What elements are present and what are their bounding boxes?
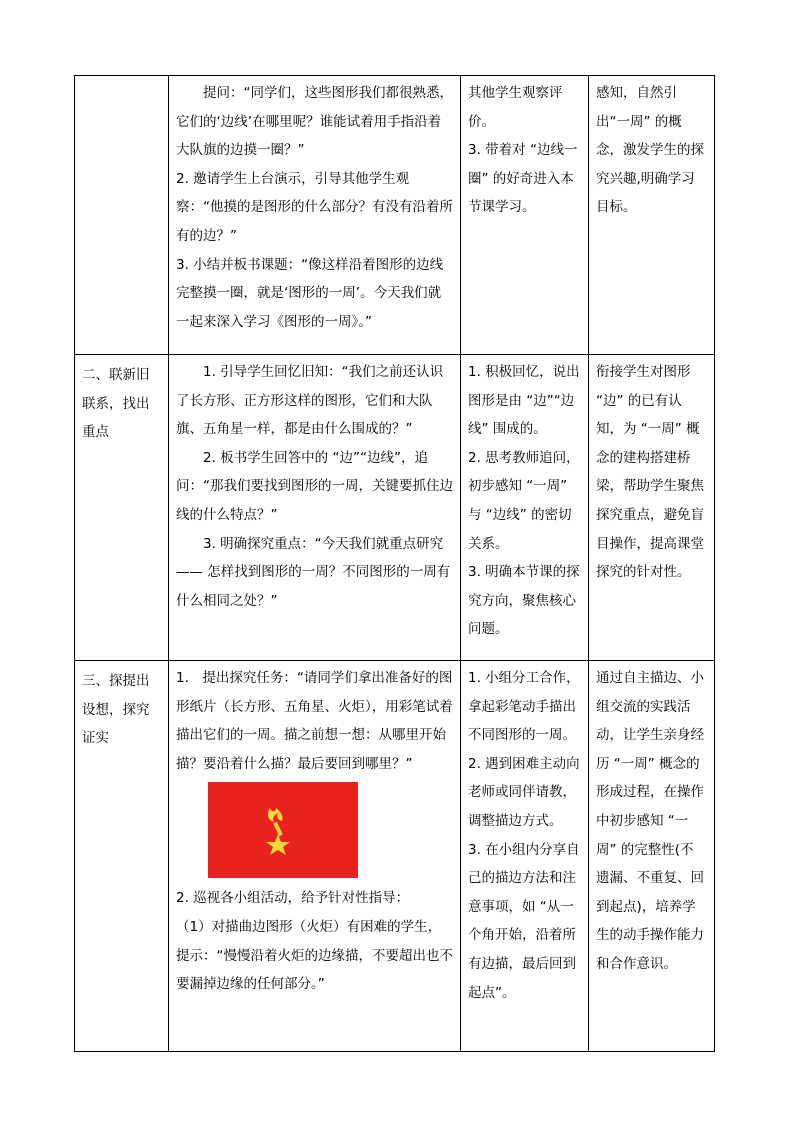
table-row (75, 355, 715, 661)
design-intent-text: 衔接学生对图形 “边” 的已有认知，为 “一周” 概念的建构搭建桥梁，帮助学生聚焦探究重点，避免盲目操作，提高课堂探究的针对性。 (596, 364, 704, 581)
teacher-activity-item: 2. 板书学生回答中的 “边”“边线”，追问：“那我们要找到图形的一周，关键要抓住边线的什么特点？” (176, 449, 453, 523)
young-pioneer-flag-icon (208, 782, 358, 878)
stage-cell (75, 355, 169, 661)
teacher-activity-item: （1）对描曲边图形（火炬）有困难的学生，提示：“慢慢沿着火炬的边缘描，不要超出也不要漏掉边缘的任何部分。” (176, 918, 453, 993)
student-activity-item: 3. 在小组内分享自己的描边方法和注意事项，如 “从一个角开始，沿着所有边描，最后回到起点”。 (468, 841, 580, 1001)
teacher-activity-item: 提问：“同学们，这些图形我们都很熟悉，它们的‘边线’在哪里呢？谁能试着用手指沿着大队旗的边摸一圈？” (176, 85, 453, 159)
student-activity-item: 3. 明确本节课的探究方向，聚焦核心问题。 (468, 564, 580, 638)
teacher-activity-cell (169, 76, 461, 355)
stage-cell (75, 76, 169, 355)
student-activity-item: 3. 带着对 “边线一圈” 的好奇进入本节课学习。 (468, 142, 578, 216)
student-activity-item: 1. 积极回忆，说出图形是由 “边”“边线” 围成的。 (468, 364, 580, 438)
teacher-activity-item: 1. 引导学生回忆旧知：“我们之前还认识了长方形、正方形这样的图形，它们和大队旗、五角星一样，都是由什么围成的？” (176, 364, 444, 438)
student-activity-item: 2. 思考教师追问，初步感知 “一周” 与 “边线” 的密切关系。 (468, 449, 580, 552)
teacher-activity-item: 2. 邀请学生上台演示，引导其他学生观察：“他摸的是图形的什么部分？有没有沿着所有的边？” (176, 170, 453, 244)
teacher-activity-item: 2. 巡视各小组活动，给予针对性指导： (176, 890, 410, 907)
table-row (75, 76, 715, 355)
stage-cell (75, 661, 169, 1052)
student-activity-cell (461, 355, 589, 661)
student-activity-item: 2. 遇到困难主动向老师或同伴请教，调整描边方式。 (468, 755, 580, 829)
teacher-activity-item: 1. 提出探究任务：“请同学们拿出准备好的图形纸片（长方形、五角星、火炬），用彩笔试着描出它们的一周。描之前想一想：从哪里开始描？要沿着什么描？最后要回到哪里？” (176, 670, 453, 772)
student-activity-cell (461, 661, 589, 1052)
student-activity-cell (461, 76, 589, 355)
design-intent-cell (589, 661, 715, 1052)
teacher-activity-item: 3. 明确探究重点：“今天我们就重点研究 —— 怎样找到图形的一周？不同图形的一周有什么相同之处？” (176, 535, 451, 609)
design-intent-cell (589, 355, 715, 661)
flag-background (208, 782, 358, 878)
stage-label: 二、联新旧联系，找出重点 (82, 367, 150, 441)
stage-label (75, 76, 168, 82)
stage-label: 三、探提出设想，探究证实 (82, 673, 150, 747)
design-intent-text: 通过自主描边、小组交流的实践活动，让学生亲身经历 “一周” 概念的形成过程，在操作中初步感知 “一周” 的完整性(不遗漏、不重复、回到起点)，培养学生的动手操作能力和合作意识。 (596, 670, 704, 972)
table-row (75, 661, 715, 1052)
student-activity-item: 1. 小组分工合作，拿起彩笔动手描出不同图形的一周。 (468, 670, 580, 744)
design-intent-cell (589, 76, 715, 355)
teacher-activity-item: 3. 小结并板书课题：“像这样沿着图形的边线完整摸一圈，就是‘图形的一周’。今天我们就一起来深入学习《图形的一周》。” (176, 256, 444, 330)
design-intent-text: 感知，自然引出“一周” 的概念，激发学生的探究兴趣,明确学习目标。 (596, 85, 704, 216)
teacher-activity-cell (169, 661, 461, 1052)
student-activity-item: 其他学生观察评价。 (468, 85, 563, 130)
lesson-plan-table (74, 75, 715, 1052)
teacher-activity-cell (169, 355, 461, 661)
